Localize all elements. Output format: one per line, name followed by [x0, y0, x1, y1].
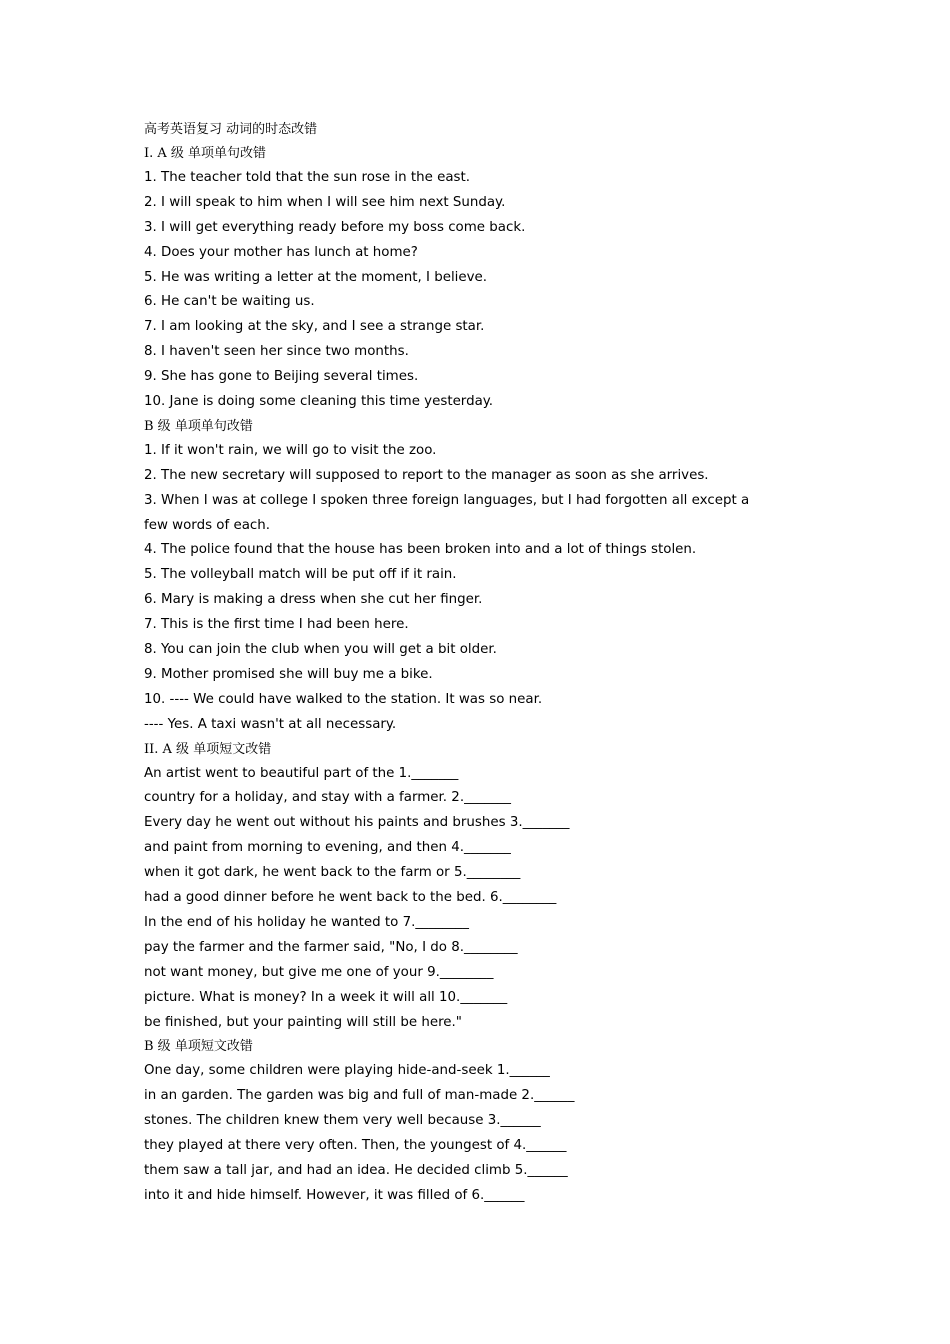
list-item: few words of each.	[144, 517, 271, 533]
list-item: 4. Does your mother has lunch at home?	[144, 244, 418, 260]
section-2b-passage	[144, 1059, 824, 1208]
passage-line: and paint from morning to evening, and then 4._______	[144, 840, 511, 856]
section-1b-heading: B 级 单项单句改错	[144, 418, 253, 434]
list-item: 6. He can't be waiting us.	[144, 294, 315, 310]
list-item: 2. I will speak to him when I will see him next Sunday.	[144, 194, 506, 210]
passage-line: An artist went to beautiful part of the 1._______	[144, 765, 459, 781]
list-item: 1. The teacher told that the sun rose in the east.	[144, 170, 471, 185]
list-item: 3. When I was at college I spoken three foreign languages, but I had forgotten all except a	[144, 492, 750, 508]
list-item: 4. The police found that the house has been broken into and a lot of things stolen.	[144, 542, 697, 558]
list-item: 6. Mary is making a dress when she cut her finger.	[144, 592, 483, 608]
passage-line: picture. What is money? In a week it will all 10._______	[144, 989, 508, 1005]
section-1a-list	[144, 166, 824, 415]
list-item: 5. The volleyball match will be put off if it rain.	[144, 567, 457, 583]
list-item: 10. Jane is doing some cleaning this time yesterday.	[144, 394, 494, 410]
list-item: ---- Yes. A taxi wasn't at all necessary.	[144, 716, 397, 732]
document-page	[144, 118, 824, 1209]
passage-line: into it and hide himself. However, it was filled of 6.______	[144, 1187, 525, 1203]
section-1a-heading: I. A 级 单项单句改错	[144, 146, 267, 161]
passage-line: in an garden. The garden was big and full of man-made 2.______	[144, 1088, 575, 1104]
list-item: 3. I will get everything ready before my boss come back.	[144, 219, 526, 235]
section-2a-heading: II. A 级 单项短文改错	[144, 741, 272, 757]
section-1b-list	[144, 439, 824, 738]
list-item: 9. She has gone to Beijing several times.	[144, 369, 419, 385]
document-title: 高考英语复习 动词的时态改错	[144, 122, 318, 137]
list-item: 9. Mother promised she will buy me a bike.	[144, 666, 433, 682]
passage-line: One day, some children were playing hide-and-seek 1.______	[144, 1063, 550, 1079]
passage-line: In the end of his holiday he wanted to 7.________	[144, 914, 469, 930]
passage-line: them saw a tall jar, and had an idea. He decided climb 5.______	[144, 1162, 568, 1178]
passage-line: when it got dark, he went back to the farm or 5.________	[144, 865, 521, 881]
passage-line: Every day he went out without his paints and brushes 3._______	[144, 815, 570, 831]
list-item: 10. ---- We could have walked to the station. It was so near.	[144, 691, 543, 707]
list-item: 2. The new secretary will supposed to report to the manager as soon as she arrives.	[144, 467, 709, 483]
list-item: 5. He was writing a letter at the moment, I believe.	[144, 269, 488, 285]
list-item: 1. If it won't rain, we will go to visit the zoo.	[144, 442, 437, 458]
section-2b-heading: B 级 单项短文改错	[144, 1039, 253, 1055]
passage-line: had a good dinner before he went back to the bed. 6.________	[144, 890, 557, 906]
passage-line: they played at there very often. Then, the youngest of 4.______	[144, 1138, 567, 1154]
passage-line: stones. The children knew them very well because 3.______	[144, 1113, 541, 1129]
passage-line: pay the farmer and the farmer said, "No, I do 8.________	[144, 939, 518, 955]
list-item: 7. I am looking at the sky, and I see a strange star.	[144, 319, 485, 335]
passage-line: be finished, but your painting will still be here."	[144, 1014, 462, 1030]
section-2a-passage	[144, 762, 824, 1036]
list-item: 8. I haven't seen her since two months.	[144, 344, 409, 360]
passage-line: not want money, but give me one of your 9.________	[144, 964, 494, 980]
list-item: 7. This is the first time I had been here.	[144, 617, 409, 633]
passage-line: country for a holiday, and stay with a farmer. 2._______	[144, 790, 511, 806]
list-item: 8. You can join the club when you will get a bit older.	[144, 642, 497, 658]
